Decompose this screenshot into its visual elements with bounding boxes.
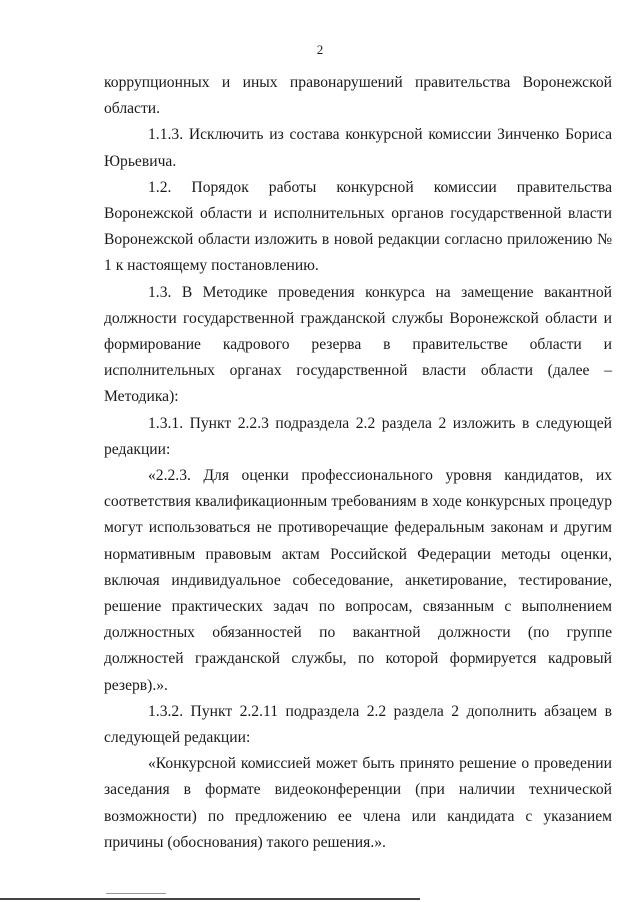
paragraph-1-3-2: 1.3.2. Пункт 2.2.11 подраздела 2.2 раздела 2 дополнить абзацем в следующей редакции: bbox=[104, 702, 612, 747]
paragraph-quote-videoconference: «Конкурсной комиссией может быть принято решение о проведении заседания в формате видеоконференции (при наличии технической возможности) по предложению ее члена или кандидата с указанием причины (обоснования) такого решения.». bbox=[104, 755, 612, 851]
paragraph-1-3: 1.3. В Методике проведения конкурса на замещение вакантной должности государственной гражданской службы Воронежской области и формирование кадрового резерва в правительстве области и исполнительных органах государственной власти области (далее – Методика): bbox=[104, 283, 612, 406]
document-body bbox=[104, 70, 612, 856]
paragraph-1-3-1: 1.3.1. Пункт 2.2.3 подраздела 2.2 раздела 2 изложить в следующей редакции: bbox=[104, 414, 612, 458]
paragraph-1-1-3: 1.1.3. Исключить из состава конкурсной комиссии Зинченко Бориса Юрьевича. bbox=[104, 126, 612, 170]
scan-artifact bbox=[106, 893, 166, 894]
paragraph-quote-2-2-3: «2.2.3. Для оценки профессионального уровня кандидатов, их соответствия квалификационным требованиям в ходе конкурсных процедур могут использоваться не противоречащие федеральным законам и другим нормативным правовым актам Российской Федерации методы оценки, включая индивидуальное собеседование, анкетирование, тестирование, решение практических задач по вопросам, связанным с выполнением должностных обязанностей по вакантной должности (по группе должностей гражданской службы, по которой формируется кадровый резерв).». bbox=[104, 467, 612, 694]
scan-edge-line bbox=[0, 898, 420, 900]
paragraph-1-2: 1.2. Порядок работы конкурсной комиссии правительства Воронежской области и исполнительных органов государственной власти Воронежской области изложить в новой редакции согласно приложению № 1 к настоящему постановлению. bbox=[104, 178, 612, 275]
page-number: 2 bbox=[316, 42, 324, 57]
paragraph-continuation: коррупционных и иных правонарушений правительства Воронежской области. bbox=[104, 74, 612, 118]
